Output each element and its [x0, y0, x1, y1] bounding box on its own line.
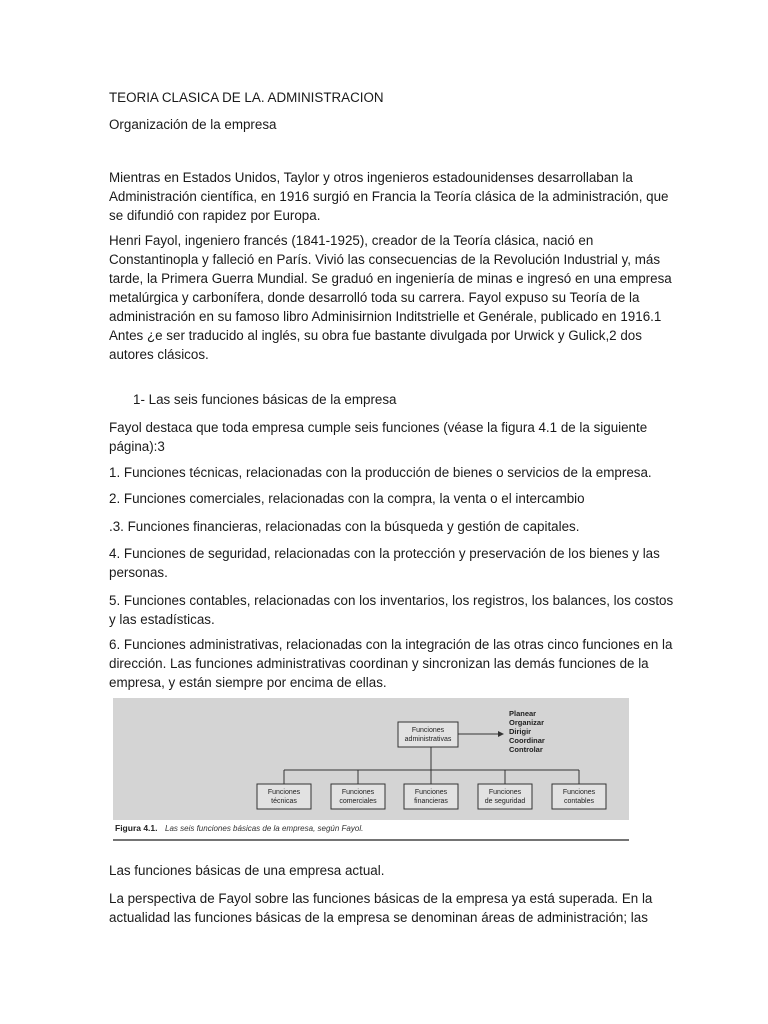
text-line: actualidad las funciones básicas de la empresa se denominan áreas de administración; las — [109, 910, 648, 925]
function-1 — [109, 463, 652, 482]
text-line: dirección. Las funciones administrativas coordinan y sincronizan las demás funciones de la — [109, 656, 649, 671]
function-6 — [109, 635, 672, 692]
function-5 — [109, 591, 673, 629]
text-line: y las estadísticas. — [109, 612, 215, 627]
text-line: Las funciones básicas de una empresa actual. — [109, 863, 385, 878]
function-box-label: Funciones — [562, 789, 596, 796]
text-line: Constantinopla y falleció en París. Vivió las consecuencias de la Revolución Industrial y, más — [109, 252, 661, 267]
figure-caption-label: Figura 4.1. — [115, 823, 158, 833]
text-line: autores clásicos. — [109, 347, 209, 362]
section-heading — [133, 390, 397, 409]
admin-task: Organizar — [509, 718, 545, 727]
text-line: 4. Funciones de seguridad, relacionadas con la protección y preservación de los bienes y las — [109, 546, 660, 561]
subtitle — [109, 115, 276, 134]
text-line: Mientras en Estados Unidos, Taylor y otros ingenieros estadounidenses desarrollaban la — [109, 170, 633, 185]
current-functions-heading — [109, 861, 384, 880]
admin-task: Dirigir — [509, 727, 532, 736]
text-line: Fayol destaca que toda empresa cumple seis funciones (véase la figura 4.1 de la siguiente — [109, 420, 648, 435]
function-box-label: Funciones — [488, 789, 522, 796]
current-functions-paragraph — [109, 889, 652, 927]
function-box — [552, 784, 606, 809]
figure-caption-text: Las seis funciones básicas de la empresa, según Fayol. — [165, 824, 364, 833]
text-line: 5. Funciones contables, relacionadas con los inventarios, los registros, los balances, los costos — [109, 593, 674, 608]
text-line: La perspectiva de Fayol sobre las funciones básicas de la empresa ya está superada. En la — [109, 891, 653, 906]
function-box-label: Funciones — [414, 789, 448, 796]
intro-paragraph — [109, 168, 668, 225]
text-line: se difundió con rapidez por Europa. — [109, 208, 321, 223]
text-line: Organización de la empresa — [109, 117, 277, 132]
function-3 — [109, 517, 579, 536]
admin-task: Coordinar — [509, 736, 545, 745]
function-box-label: Funciones — [267, 789, 301, 796]
function-box — [404, 784, 458, 809]
function-4 — [109, 544, 660, 582]
text-line: administración en su famoso libro Adminisirnion Inditstrielle et Genérale, publicado en 1916.1 — [109, 309, 662, 324]
figure-fayol-functions — [113, 698, 629, 843]
admin-functions-box — [398, 722, 458, 747]
text-line: 1- Las seis funciones básicas de la empresa — [133, 392, 397, 407]
text-line: empresa, y están siempre por encima de ellas. — [109, 675, 387, 690]
function-box-label: de seguridad — [484, 798, 526, 805]
text-line: 1. Funciones técnicas, relacionadas con la producción de bienes o servicios de la empresa. — [109, 465, 652, 480]
text-line: .3. Funciones financieras, relacionadas con la búsqueda y gestión de capitales. — [109, 519, 580, 534]
function-box — [257, 784, 311, 809]
text-line: Antes ¿e ser traducido al inglés, su obra fue bastante divulgada por Urwick y Gulick,2 dos — [109, 328, 642, 343]
text-line: personas. — [109, 565, 168, 580]
fayol-paragraph — [109, 231, 672, 364]
text-line: tarde, la Primera Guerra Mundial. Se graduó en ingeniería de minas e ingresó en una empresa — [109, 271, 672, 286]
function-box-label: comerciales — [339, 798, 377, 805]
admin-box-label: Funciones — [411, 727, 445, 734]
function-box-label: Funciones — [341, 789, 375, 796]
text-line: Henri Fayol, ingeniero francés (1841-1925), creador de la Teoría clásica, nació en — [109, 233, 594, 248]
text-line: metalúrgica y carbonífera, donde desarrolló toda su carrera. Fayol expuso su Teoría de la — [109, 290, 640, 305]
function-box — [331, 784, 385, 809]
doc-title — [109, 88, 384, 107]
function-box — [478, 784, 532, 809]
text-line: página):3 — [109, 439, 165, 454]
text-line: 2. Funciones comerciales, relacionadas con la compra, la venta o el intercambio — [109, 491, 585, 506]
six-functions-intro — [109, 418, 647, 456]
admin-task: Planear — [509, 709, 537, 718]
function-2 — [109, 489, 585, 508]
text-line: Administración científica, en 1916 surgió en Francia la Teoría clásica de la administración, que — [109, 189, 669, 204]
admin-task: Controlar — [509, 745, 543, 754]
text-line: TEORIA CLASICA DE LA. ADMINISTRACION — [109, 90, 384, 105]
function-box-label: financieras — [414, 798, 448, 805]
function-box-label: contables — [564, 798, 594, 805]
text-line: 6. Funciones administrativas, relacionadas con la integración de las otras cinco funciones en la — [109, 637, 673, 652]
admin-box-label: administrativas — [404, 736, 452, 743]
function-box-label: técnicas — [271, 798, 297, 805]
